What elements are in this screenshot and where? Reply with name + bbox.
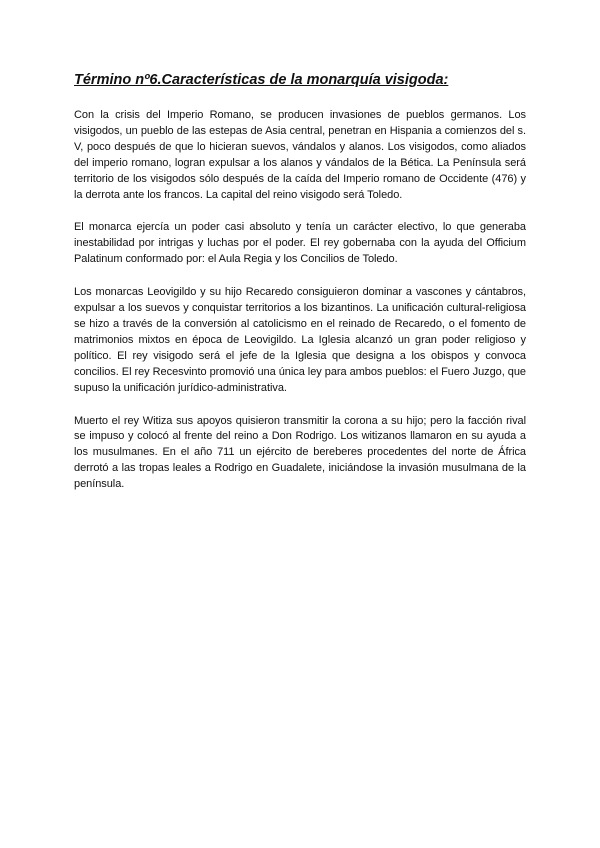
document-title <box>74 70 526 90</box>
document-page <box>74 70 526 510</box>
paragraph-invasions: Con la crisis del Imperio Romano, se producen invasiones de pueblos germanos. Los visigodos, un pueblo de las estepas de Asia central, penetran en Hispania a comienzos del s. V, poco después de que lo hicieran suevos, vándalos y alanos. Los visigodos, como aliados del imperio romano, logran expulsar a los alanos y vándalos de la Bética. La Península será territorio de los visigodos sólo después de la caída del Imperio romano de Occidente (476) y la derrota ante los francos. La capital del reino visigodo será Toledo. <box>74 109 526 201</box>
title-subject: Características de la monarquía visigoda: <box>161 72 449 88</box>
title-term: Término nº6. <box>74 72 162 88</box>
paragraph-unification: Los monarcas Leovigildo y su hijo Recaredo consiguieron dominar a vascones y cántabros, expulsar a los suevos y conquistar territorios a los bizantinos. La unificación cultural-religiosa se hizo a través de la conversión al catolicismo en el reinado de Recaredo, o el fomento de matrimonios mixtos en época de Leovigildo. La Iglesia alcanzó un gran poder religioso y político. El rey visigodo será el jefe de la Iglesia que designa a los obispos y convoca concilios. El rey Recesvinto promovió una única ley para ambos pueblos: el Fuero Juzgo, que supuso la unificación jurídico-administrativa. <box>74 286 526 394</box>
paragraph-monarch-power: El monarca ejercía un poder casi absoluto y tenía un carácter electivo, lo que generaba inestabilidad por intrigas y luchas por el poder. El rey gobernaba con la ayuda del Officium Palatinum conformado por: el Aula Regia y los Concilios de Toledo. <box>74 221 526 266</box>
paragraph-muslim-invasion: Muerto el rey Witiza sus apoyos quisieron transmitir la corona a su hijo; pero la facción rival se impuso y colocó al frente del reino a Don Rodrigo. Los witizanos llamaron en su ayuda a los musulmanes. En el año 711 un ejército de bereberes procedentes del norte de África derrotó a las tropas leales a Rodrigo en Guadalete, iniciándose la invasión musulmana de la península. <box>74 414 526 491</box>
